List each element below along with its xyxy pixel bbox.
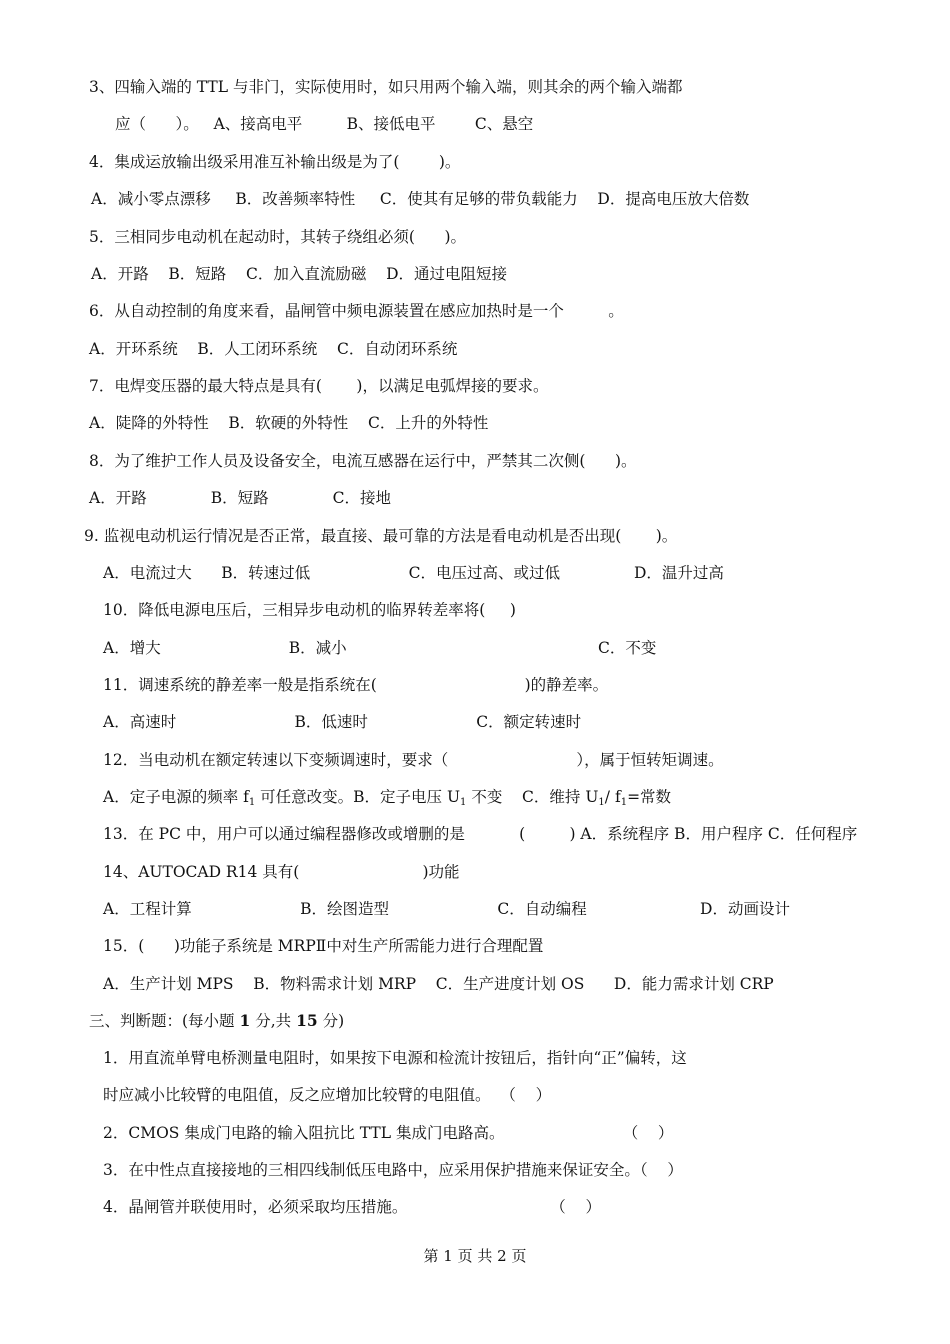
- heading-text: 三、判断题：(每小题: [89, 1012, 240, 1030]
- judgment-1-line-2: 时应减小比较臂的电阻值，反之应增加比较臂的电阻值。 （ ）: [103, 1086, 552, 1104]
- question-14: 14、AUTOCAD R14 具有( )功能: [103, 863, 460, 881]
- question-9-options: A．电流过大 B．转速过低 C．电压过高、或过低 D．温升过高: [103, 564, 724, 582]
- subscript: 1: [460, 797, 467, 808]
- page-footer: 第 1 页 共 2 页: [423, 1247, 527, 1265]
- question-13: 13．在 PC 中，用户可以通过编程器修改或增删的是 ( ) A．系统程序 B．用户程序 C．任何程序: [103, 825, 858, 843]
- question-10-options: A．增大 B．减小 C．不变: [103, 639, 657, 657]
- question-7: 7．电焊变压器的最大特点是具有( )，以满足电弧焊接的要求。: [89, 377, 549, 395]
- question-5: 5．三相同步电动机在起动时，其转子绕组必须( )。: [89, 228, 467, 246]
- question-6: 6．从自动控制的角度来看，晶闸管中频电源装置在感应加热时是一个 。: [89, 302, 624, 320]
- question-15-options: A．生产计划 MPS B．物料需求计划 MRP C．生产进度计划 OS D．能力需求计划 CRP: [103, 975, 774, 993]
- question-8: 8．为了维护工作人员及设备安全，电流互感器在运行中，严禁其二次侧( )。: [89, 452, 637, 470]
- heading-text: 分,共: [250, 1012, 297, 1030]
- section-3-heading: [89, 1011, 344, 1031]
- question-9: 9. 监视电动机运行情况是否正常，最直接、最可靠的方法是看电动机是否出现( )。: [84, 527, 678, 545]
- option-c-constant: =常数: [627, 788, 672, 806]
- heading-number: 15: [296, 1011, 318, 1030]
- heading-text: 分): [317, 1012, 345, 1030]
- question-3-line-1: 3、四输入端的 TTL 与非门，实际使用时，如只用两个输入端，则其余的两个输入端都: [89, 78, 683, 96]
- question-14-options: A．工程计算 B．绘图造型 C．自动编程 D．动画设计: [103, 900, 790, 918]
- question-6-options: A．开环系统 B．人工闭环系统 C．自动闭环系统: [89, 340, 458, 358]
- question-15: 15．( )功能子系统是 MRPⅡ中对生产所需能力进行合理配置: [103, 937, 544, 955]
- question-12-options: [103, 787, 671, 813]
- judgment-3: 3．在中性点直接接地的三相四线制低压电路中，应采用保护措施来保证安全。（ ）: [103, 1161, 683, 1179]
- question-5-options: A．开路 B．短路 C．加入直流励磁 D．通过电阻短接: [91, 265, 507, 283]
- question-3-line-2: 应（ ）。 A、接高电平 B、接低电平 C、悬空: [115, 115, 534, 133]
- option-c-ratio: / f: [604, 788, 621, 806]
- option-b-text: 可任意改变。B．定子电压 U: [255, 788, 461, 806]
- question-8-options: A．开路 B．短路 C．接地: [89, 489, 392, 507]
- option-a-text: A．定子电源的频率 f: [103, 788, 249, 806]
- judgment-1-line-1: 1．用直流单臂电桥测量电阻时，如果按下电源和检流计按钮后，指针向“正”偏转，这: [103, 1049, 687, 1067]
- subscript: 1: [598, 797, 605, 808]
- heading-number: 1: [239, 1011, 251, 1030]
- question-11-options: A．高速时 B．低速时 C．额定转速时: [103, 713, 582, 731]
- question-4: 4．集成运放输出级采用准互补输出级是为了( )。: [89, 153, 461, 171]
- subscript: 1: [248, 797, 256, 808]
- question-4-options: A．减小零点漂移 B．改善频率特性 C．使其有足够的带负载能力 D．提高电压放大倍数: [91, 190, 750, 208]
- question-12: 12．当电动机在额定转速以下变频调速时，要求（ ），属于恒转矩调速。: [103, 751, 724, 769]
- judgment-4: 4．晶闸管并联使用时，必须采取均压措施。 （ ）: [103, 1198, 601, 1216]
- subscript: 1: [620, 797, 628, 808]
- question-10: 10．降低电源电压后，三相异步电动机的临界转差率将( ): [103, 601, 516, 619]
- judgment-2: 2．CMOS 集成门电路的输入阻抗比 TTL 集成门电路高。 （ ）: [103, 1124, 674, 1142]
- question-11: 11．调速系统的静差率一般是指系统在( )的静差率。: [103, 676, 609, 694]
- question-7-options: A．陡降的外特性 B．软硬的外特性 C．上升的外特性: [89, 414, 489, 432]
- option-c-text: 不变 C．维持 U: [466, 788, 599, 806]
